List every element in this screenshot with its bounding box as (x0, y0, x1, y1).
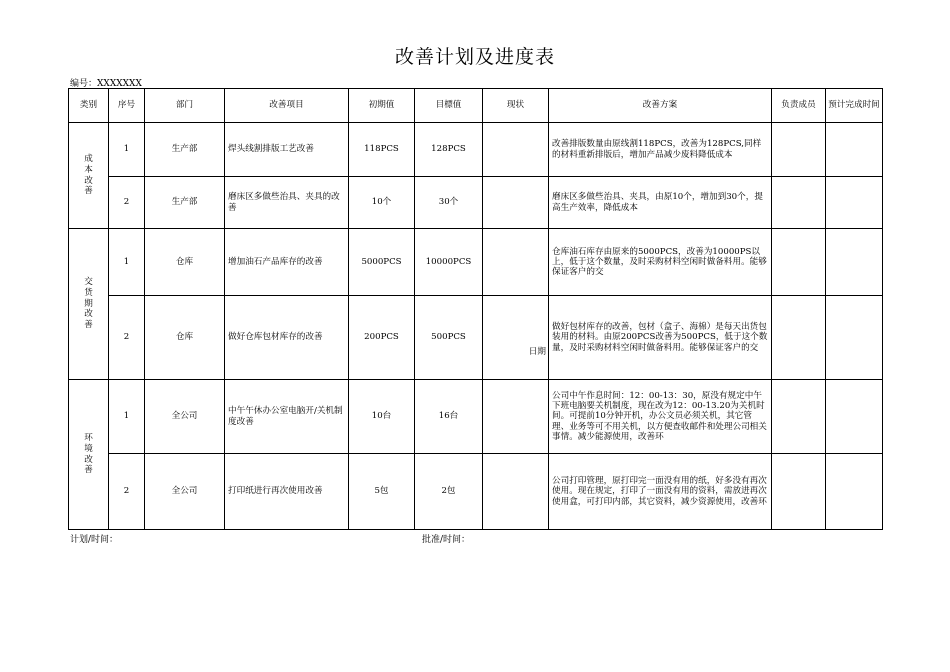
plan-cell: 做好包材库存的改善，包材（盒子、海棉）是每天出货包装用的材料。由原200PCS改善为500PCS，低于这个数量，及时采购材料空闲时做备料用。能够保证客户的交 (549, 296, 772, 380)
seq-cell: 1 (109, 123, 145, 177)
header-due: 预计完成时间 (826, 89, 883, 123)
header-status: 现状 (483, 89, 549, 123)
status-cell (483, 177, 549, 229)
category-cell (69, 229, 109, 380)
table-row (69, 177, 883, 229)
approval-time-label: 批准/时间： (422, 535, 471, 545)
dept-cell: 全公司 (145, 380, 225, 454)
initial-cell: 200PCS (349, 296, 415, 380)
category-cell (69, 123, 109, 229)
table-row (69, 296, 883, 380)
owner-cell (772, 454, 826, 530)
header-plan: 改善方案 (549, 89, 772, 123)
category-label: 成本改善 (84, 154, 93, 197)
header-initial: 初期值 (349, 89, 415, 123)
seq-cell: 1 (109, 229, 145, 296)
header-owner: 负责成员 (772, 89, 826, 123)
seq-cell: 1 (109, 380, 145, 454)
initial-cell: 5包 (349, 454, 415, 530)
seq-cell: 2 (109, 296, 145, 380)
page-title: 改善计划及进度表 (394, 46, 555, 68)
initial-cell: 10台 (349, 380, 415, 454)
table-row (69, 454, 883, 530)
plan-cell: 改善排版数量由原线割118PCS，改善为128PCS,同样的材料重新排版后，增加产品减少废料降低成本 (549, 123, 772, 177)
header-category: 类别 (69, 89, 109, 123)
due-cell (826, 229, 883, 296)
dept-cell: 仓库 (145, 229, 225, 296)
header-seq: 序号 (109, 89, 145, 123)
plan-cell: 磨床区多做些治具、夹具，由原10个，增加到30个，提高生产效率，降低成本 (549, 177, 772, 229)
status-cell (483, 380, 549, 454)
target-cell: 30个 (415, 177, 483, 229)
owner-cell (772, 229, 826, 296)
header-dept: 部门 (145, 89, 225, 123)
initial-cell: 118PCS (349, 123, 415, 177)
initial-cell: 10个 (349, 177, 415, 229)
category-cell (69, 380, 109, 530)
item-cell: 增加油石产品库存的改善 (225, 229, 349, 296)
category-label: 环境改善 (84, 433, 93, 476)
plan-cell: 公司中午作息时间：12：00-13：30，原没有规定中午下班电脑要关机制度，现在改为12：00-13.20为关机时间。可提前10分钟开机，办公文员必须关机，其它管理、业务等可不用关机，以方便查收邮件和处理公司相关事情。减少能源使用，改善环 (549, 380, 772, 454)
target-cell: 500PCS (415, 296, 483, 380)
plan-time-label: 计划/时间： (70, 535, 119, 545)
item-cell: 做好仓库包材库存的改善 (225, 296, 349, 380)
improvement-plan-table (68, 88, 883, 530)
seq-cell: 2 (109, 454, 145, 530)
target-cell: 128PCS (415, 123, 483, 177)
item-cell: 打印纸进行再次使用改善 (225, 454, 349, 530)
target-cell: 16台 (415, 380, 483, 454)
status-cell (483, 454, 549, 530)
owner-cell (772, 177, 826, 229)
due-cell (826, 177, 883, 229)
status-cell: 日期 (483, 296, 549, 380)
table-header-row (69, 89, 883, 123)
due-cell (826, 296, 883, 380)
header-item: 改善项目 (225, 89, 349, 123)
due-cell (826, 380, 883, 454)
table-row (69, 380, 883, 454)
header-target: 目標值 (415, 89, 483, 123)
table-row (69, 123, 883, 177)
status-cell (483, 229, 549, 296)
item-cell: 磨床区多做些治具、夹具的改善 (225, 177, 349, 229)
dept-cell: 仓库 (145, 296, 225, 380)
document-number: 编号：XXXXXXX (70, 79, 142, 89)
due-cell (826, 123, 883, 177)
plan-cell: 仓库油石库存由原来的5000PCS，改善为10000PS以上，低于这个数量，及时采购材料空闲时做备料用。能够保证客户的交 (549, 229, 772, 296)
target-cell: 10000PCS (415, 229, 483, 296)
target-cell: 2包 (415, 454, 483, 530)
item-cell: 中午午休办公室电脑开/关机制度改善 (225, 380, 349, 454)
dept-cell: 生产部 (145, 123, 225, 177)
dept-cell: 全公司 (145, 454, 225, 530)
initial-cell: 5000PCS (349, 229, 415, 296)
table-row (69, 229, 883, 296)
item-cell: 焊头线割排版工艺改善 (225, 123, 349, 177)
plan-cell: 公司打印管理，原打印完一面没有用的纸，好多没有再次使用。现在规定，打印了一面没有用的资料，需放进再次使用盒，可打印内部，其它资料，减少资源使用，改善环 (549, 454, 772, 530)
category-label: 交货期改善 (84, 277, 93, 331)
dept-cell: 生产部 (145, 177, 225, 229)
owner-cell (772, 123, 826, 177)
status-cell (483, 123, 549, 177)
owner-cell (772, 296, 826, 380)
seq-cell: 2 (109, 177, 145, 229)
owner-cell (772, 380, 826, 454)
due-cell (826, 454, 883, 530)
